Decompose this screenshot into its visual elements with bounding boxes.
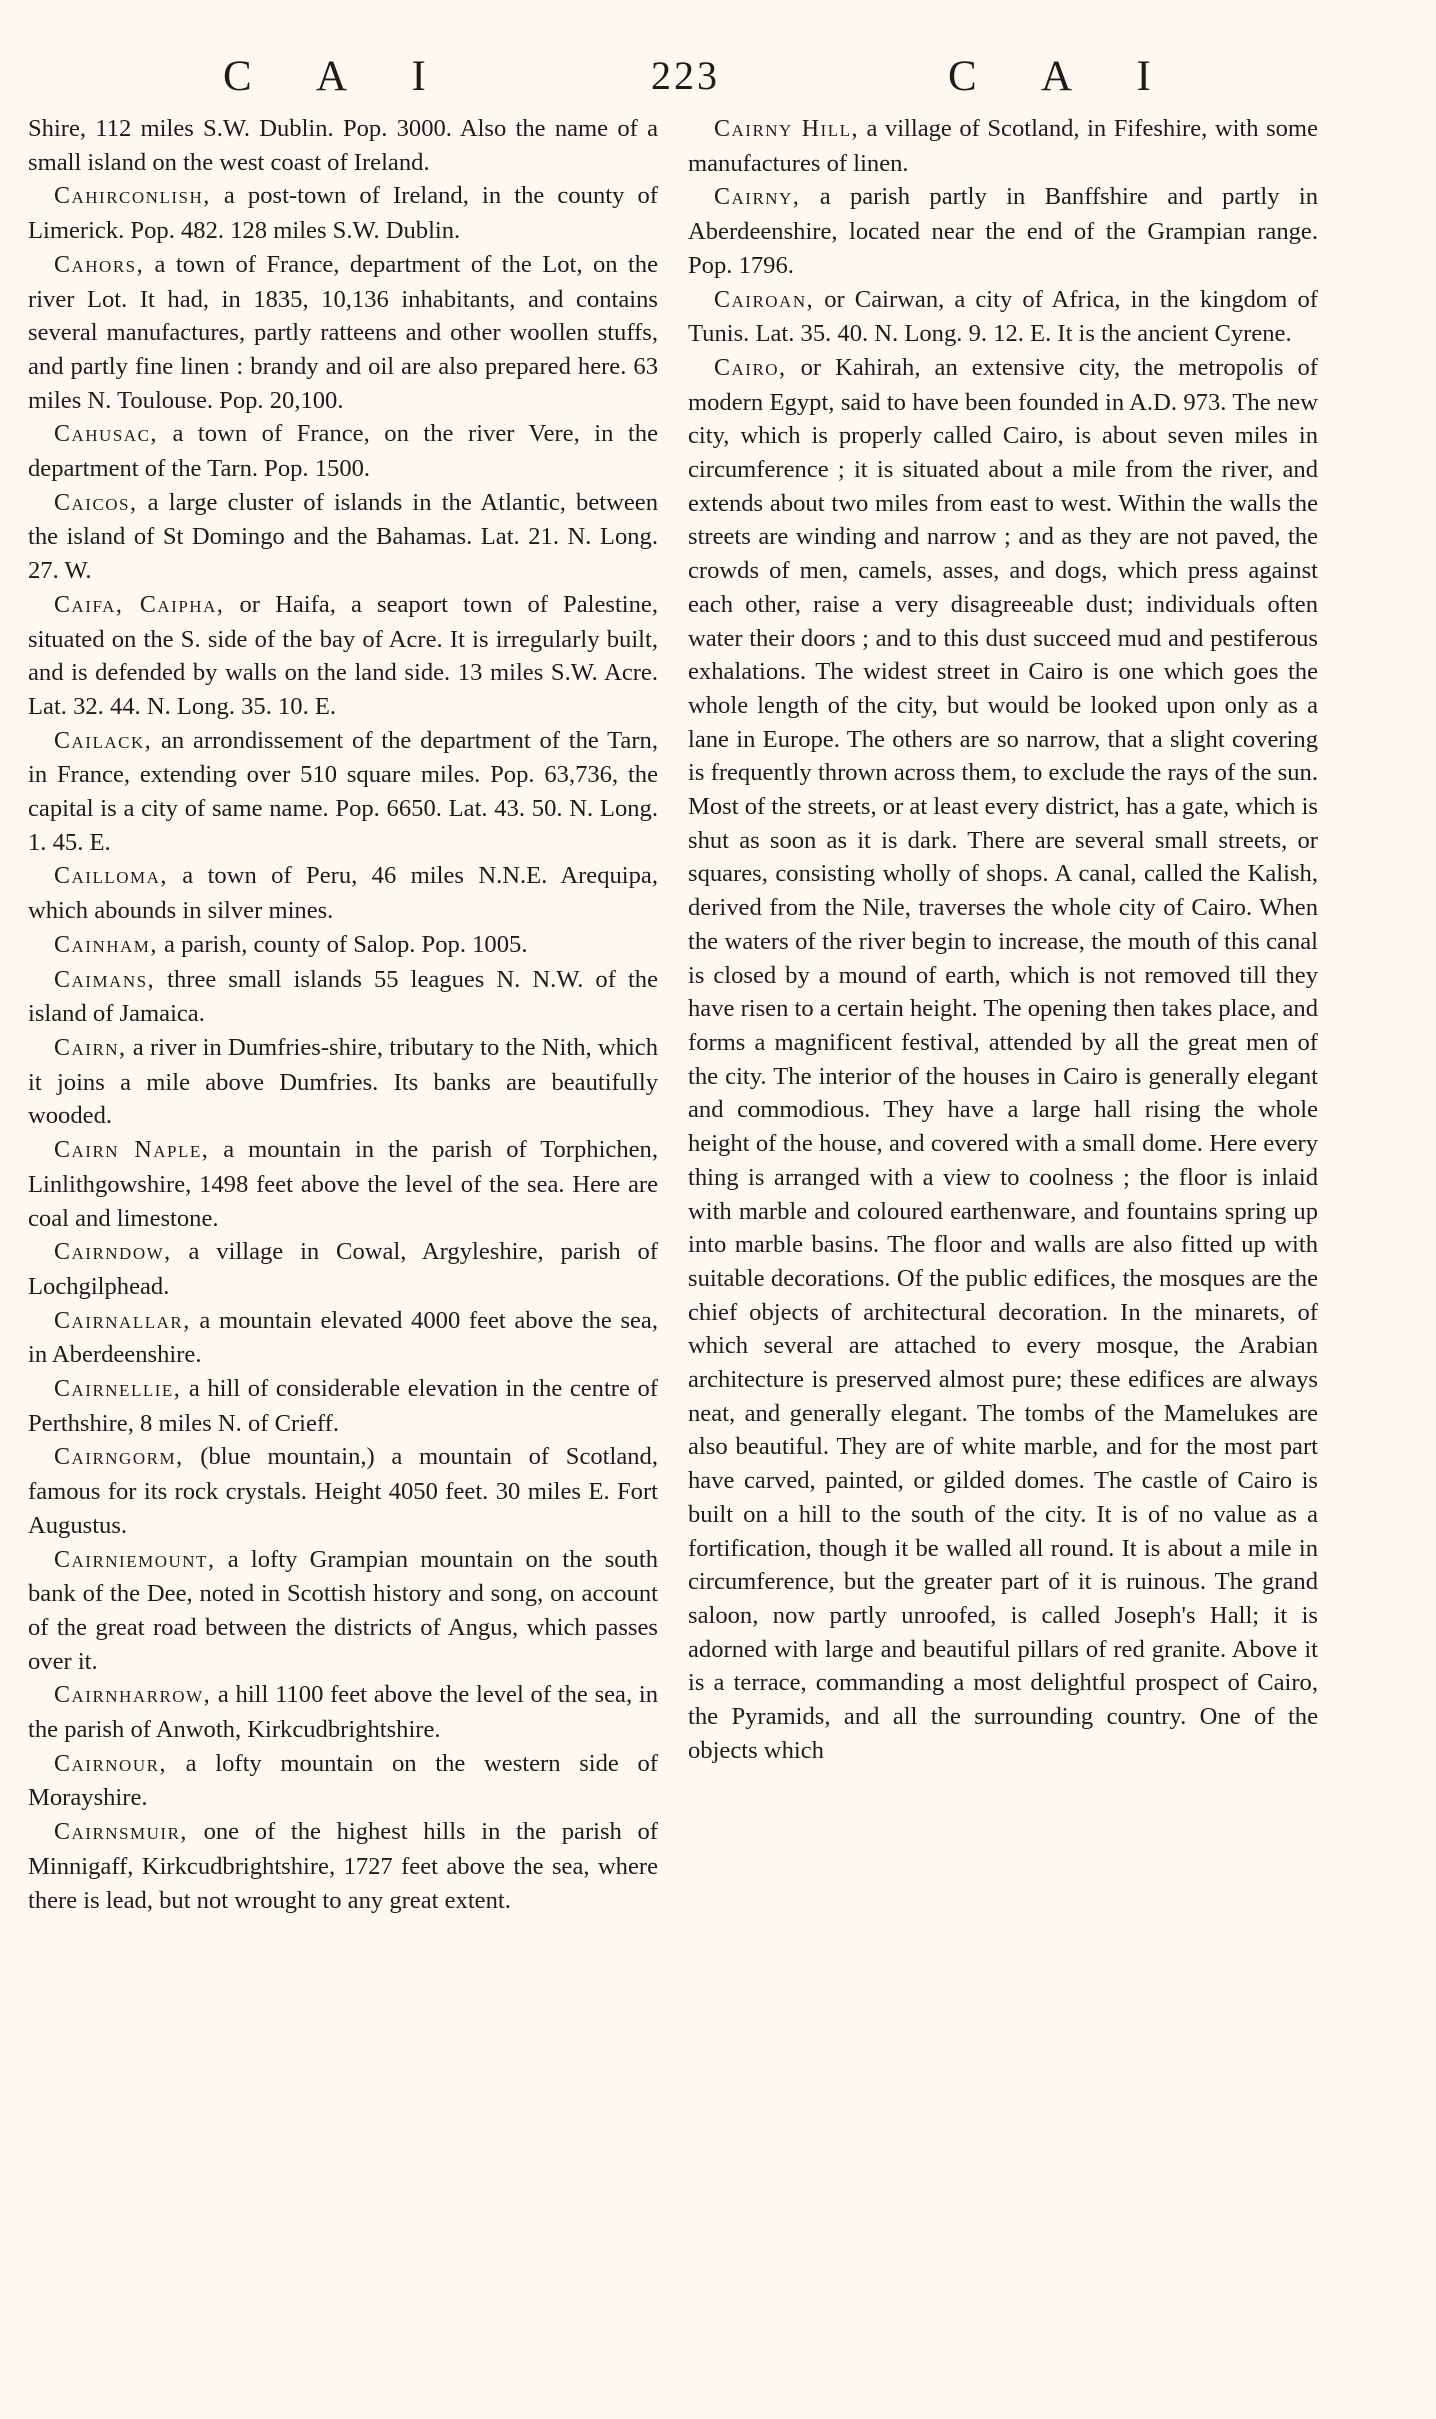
entry-text: a village of Scotland, in Fifeshire, with some manufactures of linen. xyxy=(688,115,1318,177)
entry-headword: Cailloma, xyxy=(54,863,168,890)
gazetteer-entry xyxy=(28,1543,658,1679)
entry-headword: Cainham, xyxy=(54,931,158,958)
entry-headword: Cairny Hill, xyxy=(714,116,859,142)
entry-headword: Cairo, xyxy=(714,354,787,381)
entry-text: a lofty mountain on the western side of Morayshire. xyxy=(28,1749,658,1812)
left-column xyxy=(28,112,658,1917)
entry-headword: Cahors, xyxy=(54,251,145,278)
gazetteer-entry xyxy=(28,724,658,860)
gazetteer-entry xyxy=(688,180,1318,282)
gazetteer-entry xyxy=(28,1440,658,1542)
entry-headword: Cairnour, xyxy=(54,1750,167,1777)
entry-text: or Cairwan, a city of Africa, in the kingdom of Tunis. Lat. 35. 40. N. Long. 9. 12. E. It is the ancient Cyrene. xyxy=(688,285,1318,348)
entry-text: a parish partly in Banffshire and partly in Aberdeenshire, located near the end of the Grampian range. Pop. 1796. xyxy=(688,183,1318,279)
entry-headword: Cailack, xyxy=(54,727,153,754)
entry-headword: Cairny, xyxy=(714,184,801,211)
entry-headword: Cairniemount, xyxy=(54,1546,216,1573)
entry-headword: Cairnsmuir, xyxy=(54,1819,188,1846)
gazetteer-entry xyxy=(28,1031,658,1133)
gazetteer-entry xyxy=(28,486,658,588)
entry-text: a mountain in the parish of Torphichen, Linlithgowshire, 1498 feet above the level of the sea. Here are coal and limestone. xyxy=(28,1136,658,1232)
right-entry-list xyxy=(688,112,1318,1767)
entry-headword: Caifa, Caipha, xyxy=(54,591,225,618)
gazetteer-entry xyxy=(28,963,658,1031)
gazetteer-entry xyxy=(28,1815,658,1917)
gazetteer-entry xyxy=(688,351,1318,1768)
entry-text: (blue mountain,) a mountain of Scotland, famous for its rock crystals. Height 4050 feet. 30 miles E. Fort Augustus. xyxy=(28,1443,658,1539)
gazetteer-entry xyxy=(688,283,1318,351)
running-head xyxy=(28,52,1348,104)
gazetteer-entry xyxy=(28,417,658,485)
gazetteer-entry xyxy=(28,859,658,927)
entry-text: an arrondissement of the department of the Tarn, in France, extending over 510 square miles. Pop. 63,736, the capital is a city of same name. Pop. 6650. Lat. 43. 50. N. Long. 1. 45. E. xyxy=(28,726,658,856)
gazetteer-entry xyxy=(28,248,658,418)
entry-text: a mountain elevated 4000 feet above the sea, in Aberdeenshire. xyxy=(28,1306,658,1369)
gazetteer-entry xyxy=(28,588,658,724)
entry-text: three small islands 55 leagues N. N.W. of the island of Jamaica. xyxy=(28,965,658,1028)
gazetteer-entry xyxy=(28,1747,658,1815)
running-head-right: C A I xyxy=(948,53,1179,100)
entry-headword: Caimans, xyxy=(54,966,156,993)
entry-text: a hill 1100 feet above the level of the sea, in the parish of Anwoth, Kirkcudbrightshire. xyxy=(28,1681,658,1744)
gazetteer-entry xyxy=(28,1304,658,1372)
entry-text: a town of France, department of the Lot, on the river Lot. It had, in 1835, 10,136 inhabitants, and contains several manufactures, partly ratteens and other woollen stuffs, and partly fine linen : brandy and oil are also prepared here. 63 miles N. Toulouse. Pop. 20,100. xyxy=(28,250,658,414)
entry-text: a hill of considerable elevation in the centre of Perthshire, 8 miles N. of Crieff. xyxy=(28,1375,658,1437)
entry-headword: Cairndow, xyxy=(54,1239,172,1266)
continued-entry: Shire, 112 miles S.W. Dublin. Pop. 3000. Also the name of a small island on the west coast of Ireland. xyxy=(28,115,658,176)
entry-headword: Cahusac, xyxy=(54,421,158,448)
entry-headword: Cairn Naple, xyxy=(54,1137,210,1164)
entry-text: a lofty Grampian mountain on the south bank of the Dee, noted in Scottish history and song, on account of the great road between the districts of Angus, which passes over it. xyxy=(28,1545,658,1675)
entry-headword: Cahirconlish, xyxy=(54,183,211,210)
entry-text: a town of France, on the river Vere, in the department of the Tarn. Pop. 1500. xyxy=(28,420,658,483)
entry-headword: Cairoan, xyxy=(714,286,815,313)
entry-headword: Cairn, xyxy=(54,1034,127,1061)
gazetteer-entry xyxy=(28,179,658,247)
entry-text: a village in Cowal, Argyleshire, parish of Lochgilphead. xyxy=(28,1238,658,1300)
entry-text: or Kahirah, an extensive city, the metropolis of modern Egypt, said to have been founded in A.D. 973. The new city, which is properly called Cairo, is about seven miles in circumference ; it is situated about a mile from the river, and extends about two miles from east to west. Within the walls the streets are winding and narrow ; and as they are not paved, the crowds of men, camels, asses, and dogs, which press against each other, raise a very disagreeable dust; individuals often water their doors ; and to this dust succeed mud and pestiferous exhalations. The widest street in Cairo is one which goes the whole length of the city, but would be looked upon only as a lane in Europe. The others are so narrow, that a slight covering is frequently thrown across them, to exclude the rays of the sun. Most of the streets, or at least every district, has a gate, which is shut as soon as it is dark. There are several small streets, or squares, consisting wholly of shops. A canal, called the Kalish, derived from the Nile, traverses the whole city of Cairo. When the waters of the river begin to increase, the mouth of this canal is closed by a mound of earth, which is not removed till they have risen to a certain height. The opening then takes place, and forms a magnificent festival, attended by all the great men of the city. The interior of the houses in Cairo is generally elegant and commodious. They have a large hall rising the whole height of the house, and covered with a small dome. Here every thing is arranged with a view to coolness ; the floor is inlaid with marble and coloured earthenware, and fountains spring up into marble basins. The floor and walls are also fitted up with suitable decorations. Of the public edifices, the mosques are the chief objects of architectural decoration. In the minarets, of which several are attached to every mosque, the Arabian architecture is preserved almost pure; these edifices are always neat, and generally elegant. The tombs of the Mamelukes are also beautiful. They are of white marble, and for the most part have carved, painted, or gilded domes. The castle of Cairo is built on a hill to the south of the city. It is of no value as a fortification, though it be walled all round. It is about a mile in circumference, but the greater part of it is ruinous. The grand saloon, now partly unroofed, is called Joseph's Hall; it is adorned with large and beautiful pillars of red granite. Above it is a terrace, commanding a most delightful prospect of Cairo, the Pyramids, and all the surrounding country. One of the objects which xyxy=(688,353,1318,1764)
gazetteer-entry xyxy=(28,1133,658,1235)
right-column xyxy=(688,112,1318,1767)
entry-headword: Caicos, xyxy=(54,489,138,516)
gazetteer-entry xyxy=(28,1678,658,1746)
entry-text: a post-town of Ireland, in the county of Limerick. Pop. 482. 128 miles S.W. Dublin. xyxy=(28,182,658,245)
gazetteer-entry xyxy=(28,928,658,963)
entry-headword: Cairnallar, xyxy=(54,1307,191,1334)
entry-headword: Cairnellie, xyxy=(54,1376,182,1403)
entry-text: a river in Dumfries-shire, tributary to the Nith, which it joins a mile above Dumfries. Its banks are beautifully wooded. xyxy=(28,1033,658,1130)
entry-text: or Haifa, a seaport town of Palestine, situated on the S. side of the bay of Acre. It is irregularly built, and is defended by walls on the land side. 13 miles S.W. Acre. Lat. 32. 44. N. Long. 35. 10. E. xyxy=(28,590,658,720)
running-head-left: C A I xyxy=(223,53,454,100)
page-number: 223 xyxy=(651,53,720,98)
gazetteer-entry xyxy=(28,1372,658,1440)
entry-headword: Cairngorm, xyxy=(54,1444,184,1471)
entry-text: one of the highest hills in the parish of Minnigaff, Kirkcudbrightshire, 1727 feet above the sea, where there is lead, but not wrought to any great extent. xyxy=(28,1818,658,1914)
left-entry-list xyxy=(28,179,658,1917)
entry-text: a town of Peru, 46 miles N.N.E. Arequipa, which abounds in silver mines. xyxy=(28,862,658,925)
entry-headword: Cairnharrow, xyxy=(54,1682,212,1709)
entry-text: a large cluster of islands in the Atlantic, between the island of St Domingo and the Bahamas. Lat. 21. N. Long. 27. W. xyxy=(28,488,658,585)
gazetteer-entry xyxy=(28,1235,658,1303)
gazetteer-entry xyxy=(688,112,1318,180)
entry-text: a parish, county of Salop. Pop. 1005. xyxy=(157,930,528,958)
